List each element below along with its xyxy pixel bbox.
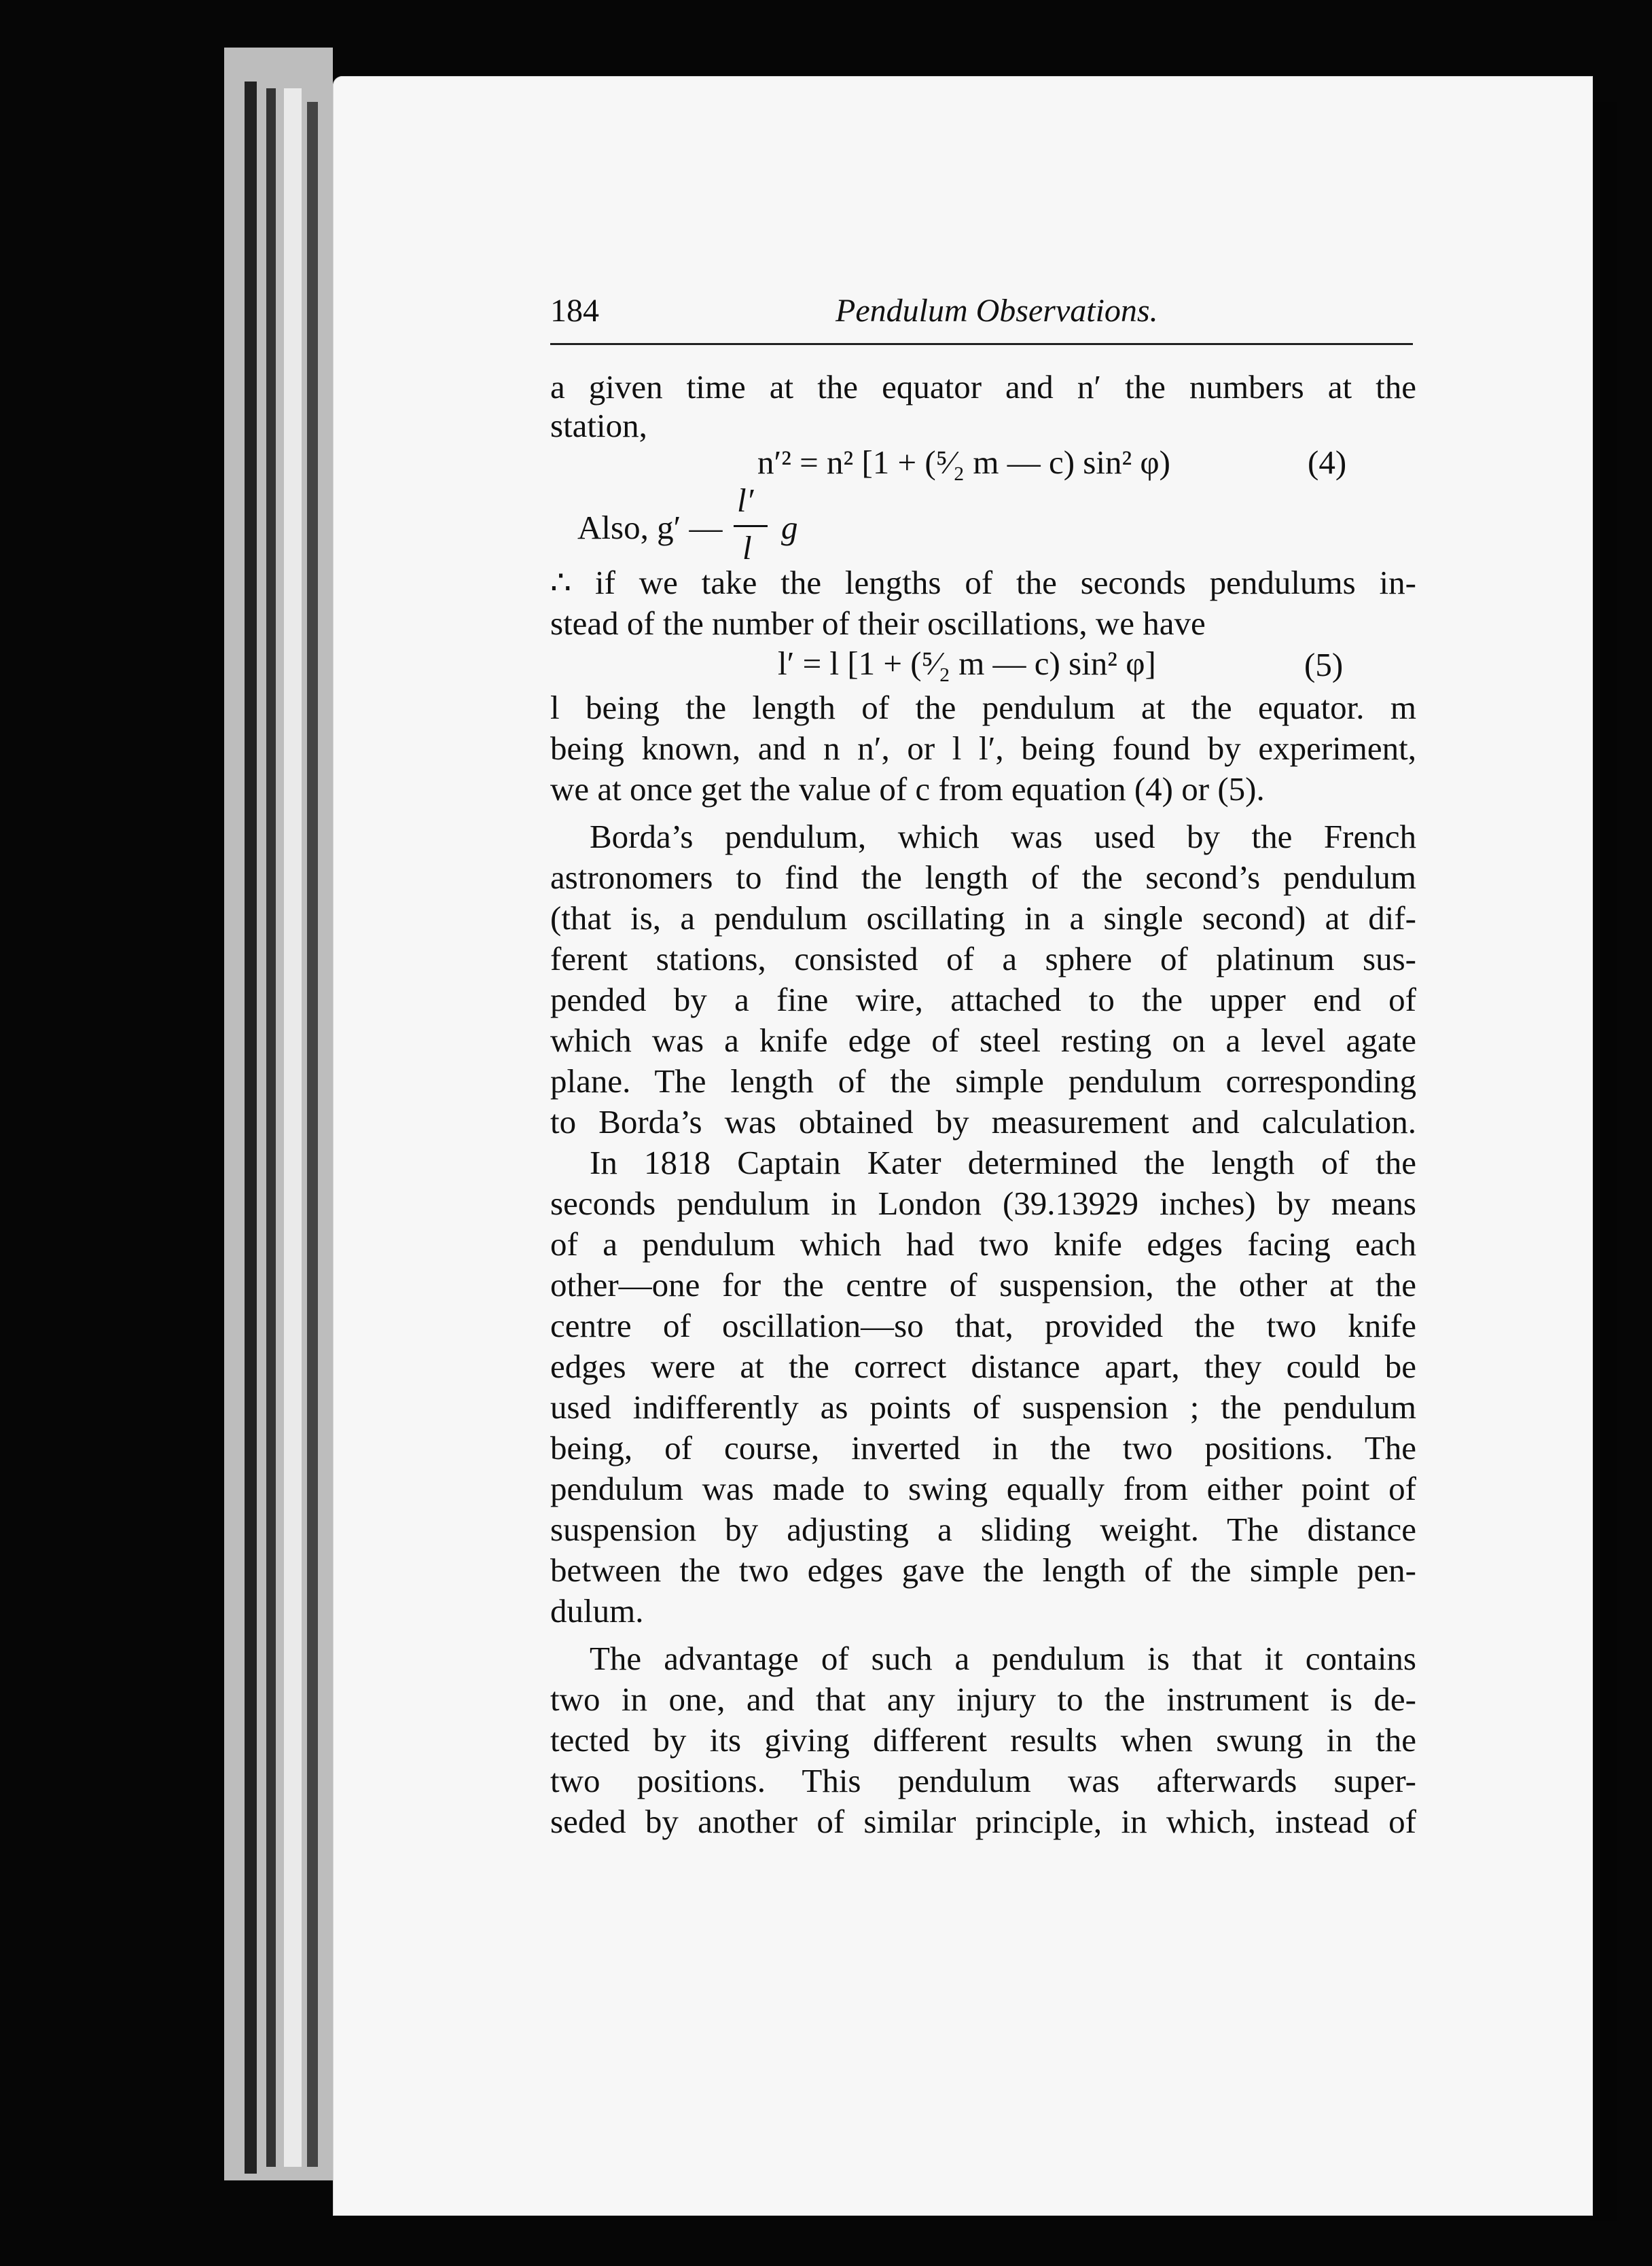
text-line: (that is, a pendulum oscillating in a single second) at dif-	[550, 899, 1416, 937]
text-line: to Borda’s was obtained by measurement and calculation.	[550, 1103, 1416, 1140]
text-line: station,	[550, 407, 647, 444]
text-line: ∴ if we take the lengths of the seconds pendulums in-	[550, 564, 1416, 601]
header-rule	[550, 343, 1413, 345]
text-line: dulum.	[550, 1592, 644, 1630]
fraction-bar	[734, 525, 768, 527]
equation-5: l′ = l [1 + (⁵⁄₂ m — c) sin² φ]	[778, 645, 1156, 682]
text-line: suspension by adjusting a sliding weight. The distance	[550, 1511, 1416, 1548]
paragraph-borda	[550, 816, 1416, 1143]
book-binding-edge	[266, 88, 276, 2167]
fraction-denominator: l	[742, 529, 752, 566]
text-line: pended by a fine wire, attached to the upper end of	[550, 981, 1416, 1018]
facing-page-edge	[1590, 102, 1617, 2221]
text-line: a given time at the equator and n′ the numbers at the	[550, 368, 1416, 406]
paragraph-kater	[550, 1143, 1416, 1632]
book-binding-edge	[307, 102, 318, 2167]
text-line: two positions. This pendulum was afterwards super-	[550, 1762, 1416, 1799]
text-line: we at once get the value of c from equation (4) or (5).	[550, 770, 1265, 808]
page-number: 184	[550, 293, 599, 329]
text-line: The advantage of such a pendulum is that it contains	[590, 1640, 1416, 1677]
book-binding-edge	[245, 82, 257, 2174]
equation-number-5: (5)	[1304, 646, 1344, 683]
page-stack-edge	[284, 88, 302, 2167]
text-line: pendulum was made to swing equally from either point of	[550, 1470, 1416, 1507]
intro-paragraph	[550, 367, 1416, 408]
text-line: being, of course, inverted in the two positions. The	[550, 1429, 1416, 1467]
text-line: l being the length of the pendulum at the equator. m	[550, 689, 1416, 726]
text-line: tected by its giving different results when swung in the	[550, 1721, 1416, 1759]
text-line: Borda’s pendulum, which was used by the French	[590, 818, 1416, 855]
paragraph-advantage	[550, 1638, 1416, 1842]
text-line: between the two edges gave the length of the simple pen-	[550, 1551, 1416, 1589]
text-line: two in one, and that any injury to the instrument is de-	[550, 1680, 1416, 1718]
text-line: stead of the number of their oscillations, we have	[550, 605, 1206, 642]
text-line: plane. The length of the simple pendulum corresponding	[550, 1062, 1416, 1100]
text-line: astronomers to find the length of the second’s pendulum	[550, 859, 1416, 896]
text-line: other—one for the centre of suspension, the other at the	[550, 1266, 1416, 1303]
running-title: Pendulum Observations.	[836, 293, 1158, 329]
text-line: centre of oscillation—so that, provided the two knife	[550, 1307, 1416, 1344]
text-line: edges were at the correct distance apart, they could be	[550, 1348, 1416, 1385]
text-line: In 1818 Captain Kater determined the length of the	[590, 1144, 1416, 1181]
text-line: ferent stations, consisted of a sphere of platinum sus-	[550, 940, 1416, 977]
text-line: seded by another of similar principle, in which, instead of	[550, 1803, 1416, 1840]
running-head	[550, 292, 1416, 333]
paragraph-lengths	[550, 562, 1416, 644]
text-line: which was a knife edge of steel resting on a level agate	[550, 1022, 1416, 1059]
also-suffix: g	[781, 509, 798, 546]
equation-4: n′² = n² [1 + (⁵⁄₂ m — c) sin² φ)	[757, 444, 1171, 481]
also-prefix: Also, g′ —	[577, 509, 723, 546]
intro-paragraph-end	[550, 406, 1416, 446]
text-line: used indifferently as points of suspension ; the pendulum	[550, 1388, 1416, 1426]
text-line: being known, and n n′, or l l′, being found by experiment,	[550, 730, 1416, 767]
equation-number-4: (4)	[1308, 444, 1347, 481]
text-line: of a pendulum which had two knife edges facing each	[550, 1225, 1416, 1263]
text-line: seconds pendulum in London (39.13929 inches) by means	[550, 1185, 1416, 1222]
fraction-numerator: l′	[737, 482, 754, 519]
paragraph-equator	[550, 687, 1416, 810]
